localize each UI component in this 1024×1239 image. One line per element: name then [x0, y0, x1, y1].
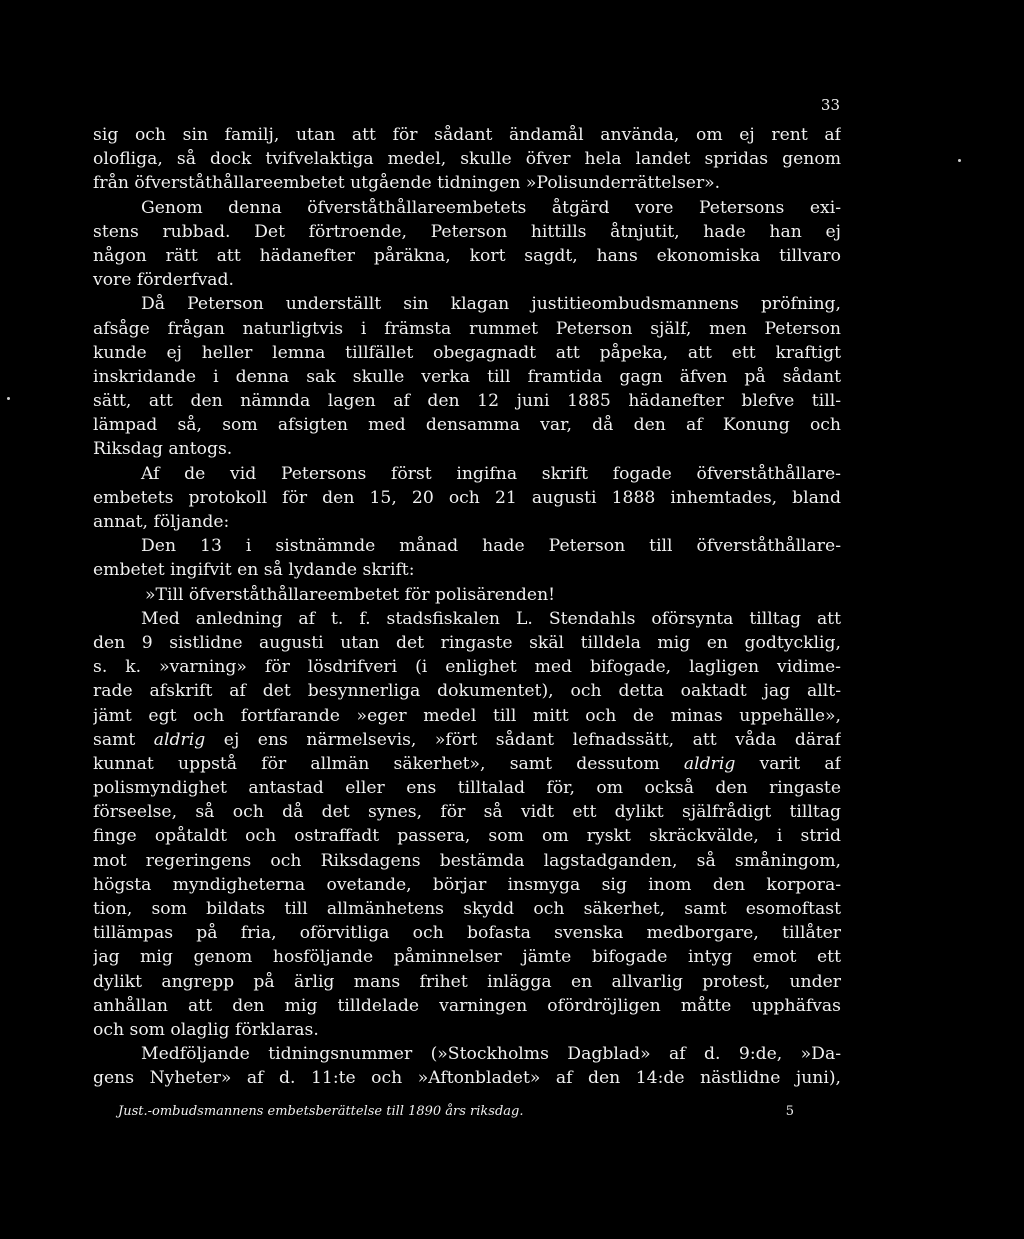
signature-mark: 5	[785, 1104, 794, 1119]
text-line: någon rätt att hädanefter påräkna, kort sagdt, hans ekonomiska tillvaro	[93, 245, 841, 266]
footer-title: Just.-ombudsmannens embetsberättelse till 1890 års riksdag.	[118, 1104, 524, 1119]
body-text	[93, 123, 841, 1091]
text-line: förseelse, så och då det synes, för så vidt ett dylikt själfrådigt tilltag	[93, 802, 841, 823]
speck-dot	[7, 397, 10, 400]
text-line: dylikt angrepp på ärlig mans frihet inlägga en allvarlig protest, under	[93, 971, 841, 992]
text-line: kunde ej heller lemna tillfället obegagnadt att påpeka, att ett kraftigt	[93, 342, 841, 363]
speck-dot	[958, 159, 961, 162]
text-line: vore förderfvad.	[93, 270, 235, 291]
text-line: inskridande i denna sak skulle verka till framtida gagn äfven på sådant	[93, 366, 841, 387]
text-line: lämpad så, som afsigten med densamma var, då den af Konung och	[93, 415, 841, 436]
emphasis-word: aldrig	[153, 729, 206, 750]
text-line: Genom denna öfverståthållareembetets åtgärd vore Petersons exi-	[141, 197, 841, 218]
text-line: »Till öfverståthållareembetet för polisärenden!	[145, 584, 556, 605]
text-line: samt aldrig ej ens närmelsevis, »fört sådant lefnadssätt, att våda däraf	[93, 729, 841, 750]
text-line: Af de vid Petersons först ingifna skrift fogade öfverståthållare-	[141, 463, 841, 484]
text-line: sätt, att den nämnda lagen af den 12 juni 1885 hädanefter blefve till-	[93, 391, 841, 412]
text-line: högsta myndigheterna ovetande, börjar insmyga sig inom den korpora-	[93, 874, 841, 895]
text-line: Riksdag antogs.	[93, 439, 233, 460]
text-line: tillämpas på fria, oförvitliga och bofasta svenska medborgare, tillåter	[93, 923, 841, 944]
page-footer	[118, 1104, 794, 1119]
text-line: rade afskrift af det besynnerliga dokumentet), och detta oaktadt jag allt-	[93, 681, 841, 702]
text-line: anhållan att den mig tilldelade varningen ofördröjligen måtte upphäfvas	[93, 995, 841, 1016]
emphasis-word: aldrig	[683, 753, 736, 774]
page-number: 33	[820, 96, 840, 114]
text-line: stens rubbad. Det förtroende, Peterson hittills åtnjutit, hade han ej	[93, 221, 841, 242]
text-line: polismyndighet antastad eller ens tilltalad för, om också den ringaste	[93, 778, 841, 799]
text-line: annat, följande:	[93, 512, 230, 532]
text-line: embetets protokoll för den 15, 20 och 21 augusti 1888 inhemtades, bland	[93, 487, 841, 508]
text-line: sig och sin familj, utan att för sådant ändamål använda, om ej rent af	[93, 125, 841, 145]
text-line: och som olaglig förklaras.	[93, 1019, 319, 1040]
text-line: mot regeringens och Riksdagens bestämda lagstadganden, så småningom,	[93, 850, 841, 871]
text-line: den 9 sistlidne augusti utan det ringaste skäl tilldela mig en godtycklig,	[93, 632, 841, 653]
text-line: jag mig genom hosföljande påminnelser jämte bifogade intyg emot ett	[93, 947, 841, 968]
text-line: afsåge frågan naturligtvis i främsta rummet Peterson själf, men Peterson	[93, 318, 841, 339]
text-line: gens Nyheter» af d. 11:te och »Aftonbladet» af den 14:de nästlidne juni),	[93, 1068, 841, 1089]
text-line: embetet ingifvit en så lydande skrift:	[93, 560, 415, 581]
text-line: s. k. »varning» för lösdrifveri (i enlighet med bifogade, lagligen vidime-	[93, 657, 841, 678]
text-line: Medföljande tidningsnummer (»Stockholms Dagblad» af d. 9:de, »Da-	[141, 1044, 841, 1065]
text-line: tion, som bildats till allmänhetens skydd och säkerhet, samt esomoftast	[93, 899, 841, 919]
text-line: från öfverståthållareembetet utgående tidningen »Polisunderrättelser».	[93, 173, 721, 194]
text-line: Med anledning af t. f. stadsfiskalen L. Stendahls oförsynta tilltag att	[141, 608, 841, 629]
text-line: kunnat uppstå för allmän säkerhet», samt dessutom aldrig varit af	[93, 753, 841, 774]
text-line: finge opåtaldt och ostraffadt passera, som om ryskt skräckvälde, i strid	[93, 826, 841, 847]
text-line: Då Peterson underställt sin klagan justitieombudsmannens pröfning,	[141, 294, 841, 315]
text-line: jämt egt och fortfarande »eger medel till mitt och de minas uppehälle»,	[93, 705, 841, 726]
text-line: olofliga, så dock tvifvelaktiga medel, skulle öfver hela landet spridas genom	[93, 149, 841, 170]
text-line: Den 13 i sistnämnde månad hade Peterson till öfverståthållare-	[141, 536, 841, 557]
